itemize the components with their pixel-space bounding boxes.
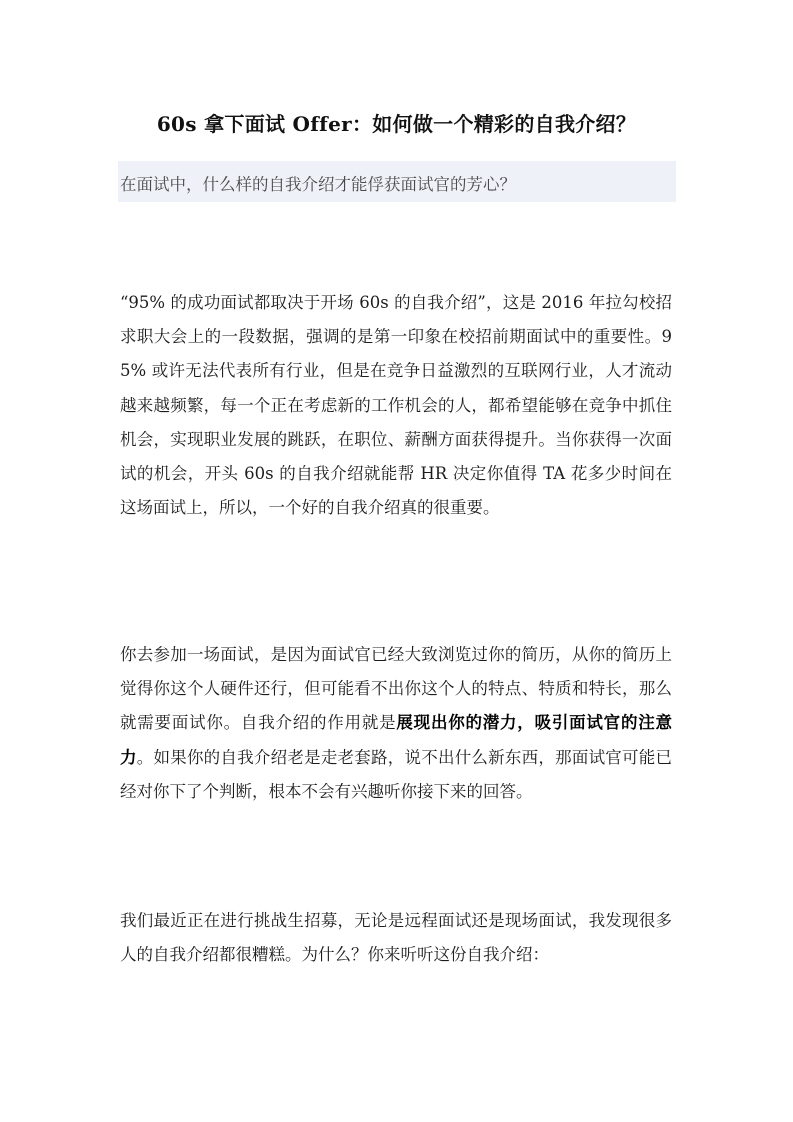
paragraph-2-text-end: 。如果你的自我介绍老是走老套路，说不出什么新东西，那面试官可能已经对你下了个判断，根本不会有兴趣听你接下来的回答。 [120,747,672,801]
document-title: 60s 拿下面试 Offer：如何做一个精彩的自我介绍？ [156,112,637,136]
paragraph-2-text-start: 你去参加一场面试，是因为面试官已经大致浏览过你的简历，从你的简历上觉得你这个人硬件还行，但可能看不出你这个人的特点、特质和特长，那么就需要面试你。自我介绍的作用就是 [120,645,672,733]
paragraph-2-emphasis: 展现出你的潜力，吸引面试官的注意力 [120,713,673,767]
subtitle-text: 在面试中，什么样的自我介绍才能俘获面试官的芳心？ [120,175,516,194]
paragraph-2 [120,638,672,809]
paragraph-1: “95% 的成功面试都取决于开场 60s 的自我介绍”，这是 2016 年拉勾校招求职大会上的一段数据，强调的是第一印象在校招前期面试中的重要性。95% 或许无法代表所有行业，但是在竞争日益激烈的互联网行业，人才流动越来越频繁，每一个正在考虑新的工作机会的人，都希望能够在竞争中抓住机会，实现职业发展的跳跃，在职位、薪酬方面获得提升。当你获得一次面试的机会，开头 60s 的自我介绍就能帮 HR 决定你值得 TA 花多少时间在这场面试上，所以，一个好的自我介绍真的很重要。 [120,293,672,518]
paragraph-3: 我们最近正在进行挑战生招募，无论是远程面试还是现场面试，我发现很多人的自我介绍都很糟糕。为什么？你来听听这份自我介绍： [120,911,672,965]
subtitle-highlight [118,161,676,202]
